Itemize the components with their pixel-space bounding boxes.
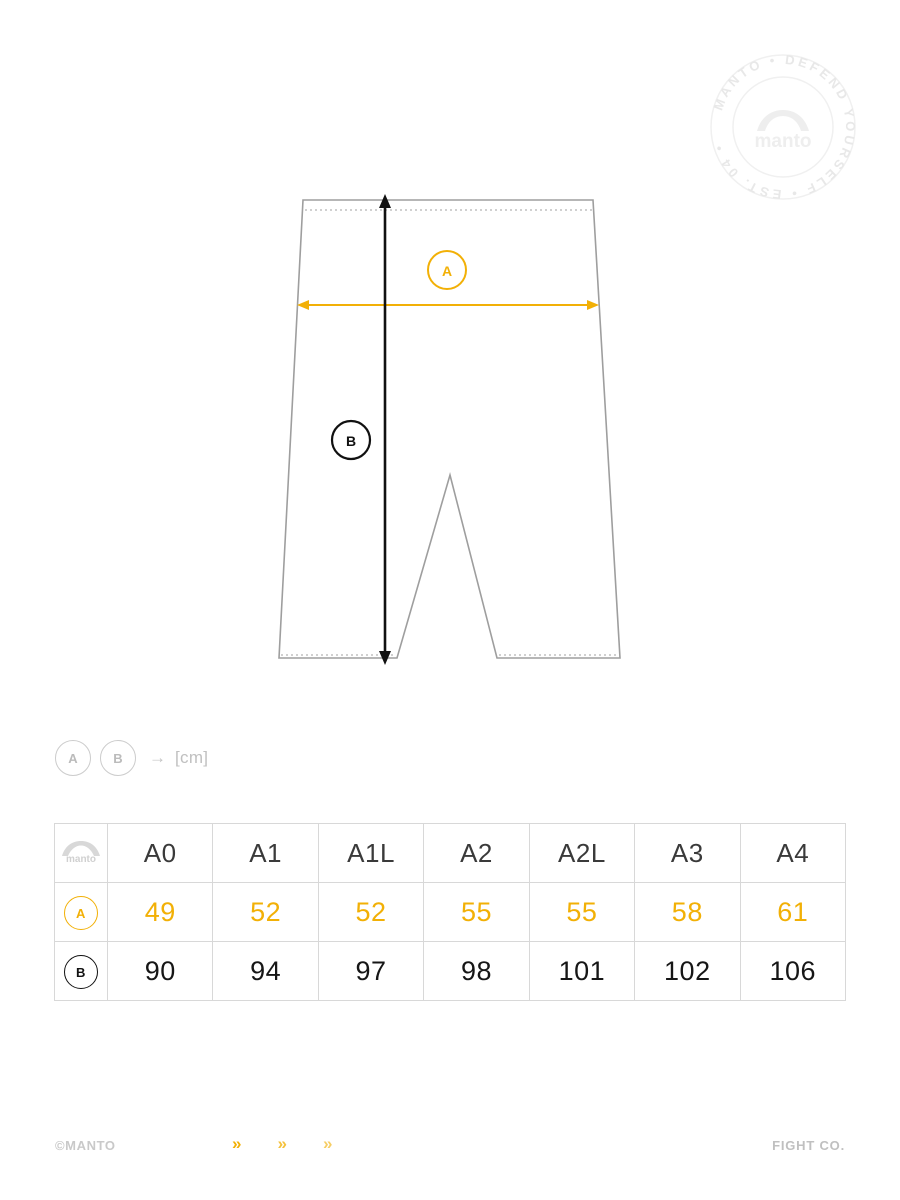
cell-a-a0: 49 [108, 883, 213, 942]
table-header-row [55, 824, 846, 883]
row-a-badge-cell [55, 883, 108, 942]
cell-b-a1: 94 [213, 942, 318, 1001]
measure-a-arrow [297, 300, 599, 310]
footer-copyright: ©MANTO [55, 1138, 116, 1153]
table-col-6: A4 [740, 824, 845, 883]
cell-b-a2: 98 [424, 942, 529, 1001]
table-col-0: A0 [108, 824, 213, 883]
table-col-1: A1 [213, 824, 318, 883]
measure-b-badge [332, 421, 370, 459]
svg-text:manto: manto [754, 131, 812, 152]
cell-a-a4: 61 [740, 883, 845, 942]
measure-b-arrow [379, 194, 391, 665]
cell-a-a3: 58 [635, 883, 740, 942]
chevron-right-icon: » [232, 1134, 242, 1153]
cell-b-a1l: 97 [318, 942, 423, 1001]
legend-arrow-icon: → [149, 748, 166, 767]
watermark-logo-mark [755, 110, 812, 152]
footer [0, 1130, 900, 1170]
table-col-4: A2L [529, 824, 634, 883]
cell-b-a0: 90 [108, 942, 213, 1001]
svg-text:A: A [441, 263, 453, 279]
cell-a-a2: 55 [424, 883, 529, 942]
footer-chevrons [232, 1135, 332, 1152]
table-col-3: A2 [424, 824, 529, 883]
svg-text:B: B [345, 433, 357, 449]
footer-tagline: FIGHT CO. [772, 1138, 845, 1153]
cell-b-a4: 106 [740, 942, 845, 1001]
cell-a-a1: 52 [213, 883, 318, 942]
measure-a-badge [428, 251, 466, 289]
svg-text:MANTO • DEFEND YOURSELF • EST.: MANTO • DEFEND YOURSELF • EST. 04 • [710, 51, 859, 203]
table-col-5: A3 [635, 824, 740, 883]
legend-unit: [cm] [175, 748, 209, 767]
row-a-badge: A [64, 896, 98, 930]
cell-b-a3: 102 [635, 942, 740, 1001]
svg-text:manto: manto [66, 853, 96, 863]
cell-a-a1l: 52 [318, 883, 423, 942]
pants-measurement-diagram [0, 150, 900, 710]
size-chart-table [54, 823, 846, 1001]
cell-b-a2l: 101 [529, 942, 634, 1001]
legend [55, 740, 208, 776]
chevron-right-icon: » [277, 1134, 287, 1153]
chevron-right-icon: » [322, 1134, 333, 1153]
table-row [55, 883, 846, 942]
legend-badge-b: B [100, 740, 136, 776]
diagram-svg [0, 150, 900, 710]
table-row [55, 942, 846, 1001]
table-col-2: A1L [318, 824, 423, 883]
manto-logo-icon [59, 839, 103, 863]
row-b-badge: B [64, 955, 98, 989]
cell-a-a2l: 55 [529, 883, 634, 942]
legend-badge-a: A [55, 740, 91, 776]
row-b-badge-cell [55, 942, 108, 1001]
table-logo-cell [55, 824, 108, 883]
